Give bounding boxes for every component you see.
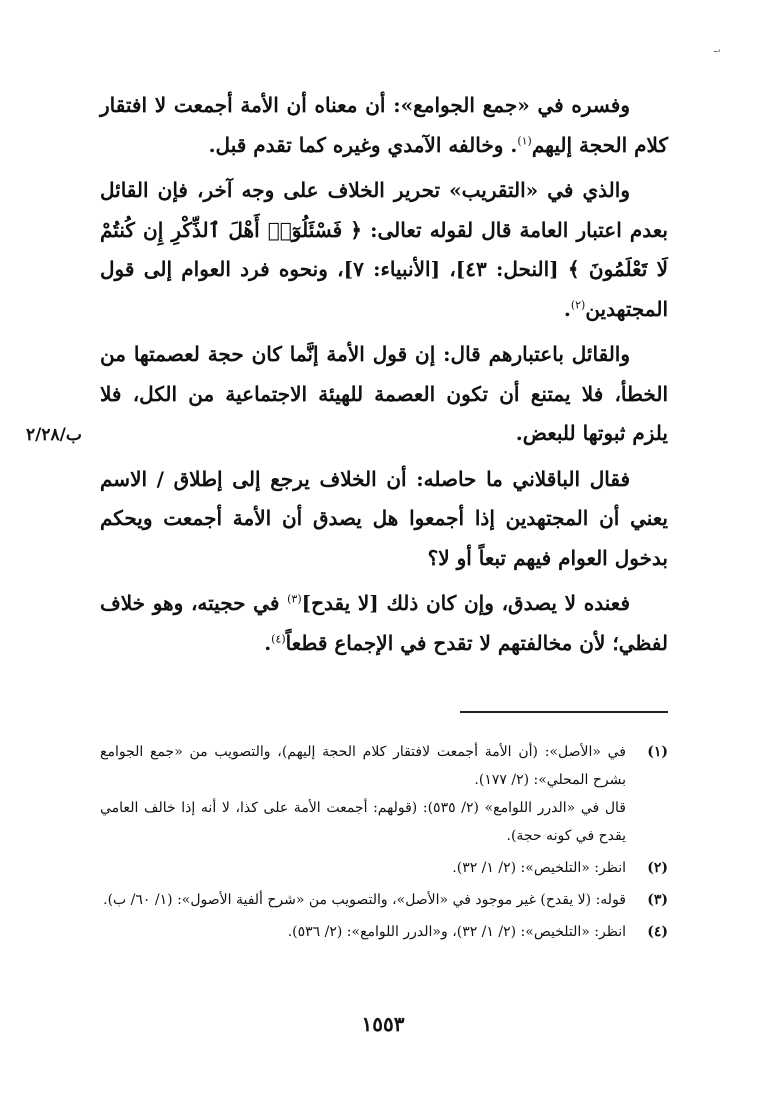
footnote-line: في «الأصل»: (أن الأمة أجمعت لافتقار كلام الحجة إليهم)، والتصويب من «جمع الجوامع بشرح المحلي»: (٢/ ١٧٧). — [100, 744, 626, 788]
footnote-ref-4: (٤) — [271, 631, 286, 645]
page-number: ١٥٥٣ — [361, 1012, 405, 1036]
paragraph-5 — [100, 584, 668, 663]
margin-folio-note: ب/٢/٢٨ — [26, 425, 82, 445]
footnote-ref-1: (١) — [517, 133, 532, 147]
footnote-line: انظر: «التلخيص»: (٢/ ١/ ٣٢). — [452, 860, 626, 876]
paragraph-5-middle: في حجيته، وهو خلاف لفظي؛ لأن مخالفتهم لا تقدح في الإجماع قطعاً — [100, 591, 668, 655]
footnote-1 — [100, 738, 668, 850]
paragraph-2-text: والذي في «التقريب» تحرير الخلاف على وجه آخر، فإن القائل بعدم اعتبار العامة قال لقوله تعالى: ﴿ فَسْئَلُوٓا۟ أَهْلَ ٱلذِّكْرِ إِن كُنتُمْ لَا تَعْلَمُونَ ﴾ [النحل: ٤٣]، [الأنبياء: ٧]، ونحوه فرد العوام إلى قول المجتهدين — [100, 178, 668, 321]
paragraph-2 — [100, 171, 668, 329]
paragraph-3-text: والقائل باعتبارهم قال: إن قول الأمة إنَّما كان حجة لعصمتها من الخطأ، فلا يمتنع أن تكون العصمة للهيئة الاجتماعية من الكل، فلا يلزم ثبوتها للبعض. — [100, 342, 668, 445]
footnote-number: (١) — [647, 744, 668, 760]
paragraph-1-text: وفسره في «جمع الجوامع»: أن معناه أن الأمة أجمعت لا افتقار كلام الحجة إليهم — [100, 93, 668, 157]
footnote-line: انظر: «التلخيص»: (٢/ ١/ ٣٢)، و«الدرر اللوامع»: (٢/ ٥٣٦). — [287, 924, 626, 940]
paragraph-2-tail: . — [563, 296, 571, 321]
footnote-text — [100, 886, 626, 914]
main-text — [100, 86, 668, 669]
footnote-ref-2: (٢) — [570, 297, 586, 311]
footnote-line: قوله: (لا يقدح) غير موجود في «الأصل»، والتصويب من «شرح ألفية الأصول»: (١/ ٦٠/ ب). — [103, 892, 626, 908]
footnote-separator — [460, 711, 668, 713]
footnote-text — [100, 738, 626, 850]
footnote-4 — [100, 918, 668, 946]
footnote-number: (٣) — [647, 892, 668, 908]
corner-mark: ـ، — [714, 42, 721, 55]
paragraph-4-text: فقال الباقلاني ما حاصله: أن الخلاف يرجع إلى إطلاق / الاسم يعني أن المجتهدين إذا أجمعوا هل يصدق أن الأمة أجمعت ويحكم بدخول العوام فيهم تبعاً أو لا؟ — [100, 466, 668, 570]
paragraph-1-tail: . وخالفه الآمدي وغيره كما تقدم قبل. — [208, 132, 518, 157]
paragraph-5-tail: . — [264, 630, 272, 655]
footnote-3 — [100, 886, 668, 914]
footnotes — [100, 738, 668, 950]
footnote-line: قال في «الدرر اللوامع» (٢/ ٥٣٥): (قولهم: أجمعت الأمة على كذا، لا أنه إذا خالف العامي يقدح في كونه حجة). — [100, 800, 626, 844]
footnote-text — [100, 854, 626, 882]
footnote-number: (٢) — [647, 860, 668, 876]
paragraph-3 — [100, 335, 668, 454]
paragraph-5-text: فعنده لا يصدق، وإن كان ذلك [لا يقدح] — [301, 591, 630, 615]
paragraph-1 — [100, 86, 668, 165]
footnote-text — [100, 918, 626, 946]
paragraph-4 — [100, 460, 668, 579]
footnote-2 — [100, 854, 668, 882]
footnote-number: (٤) — [647, 924, 668, 940]
footnote-ref-3: (٣) — [287, 592, 302, 606]
